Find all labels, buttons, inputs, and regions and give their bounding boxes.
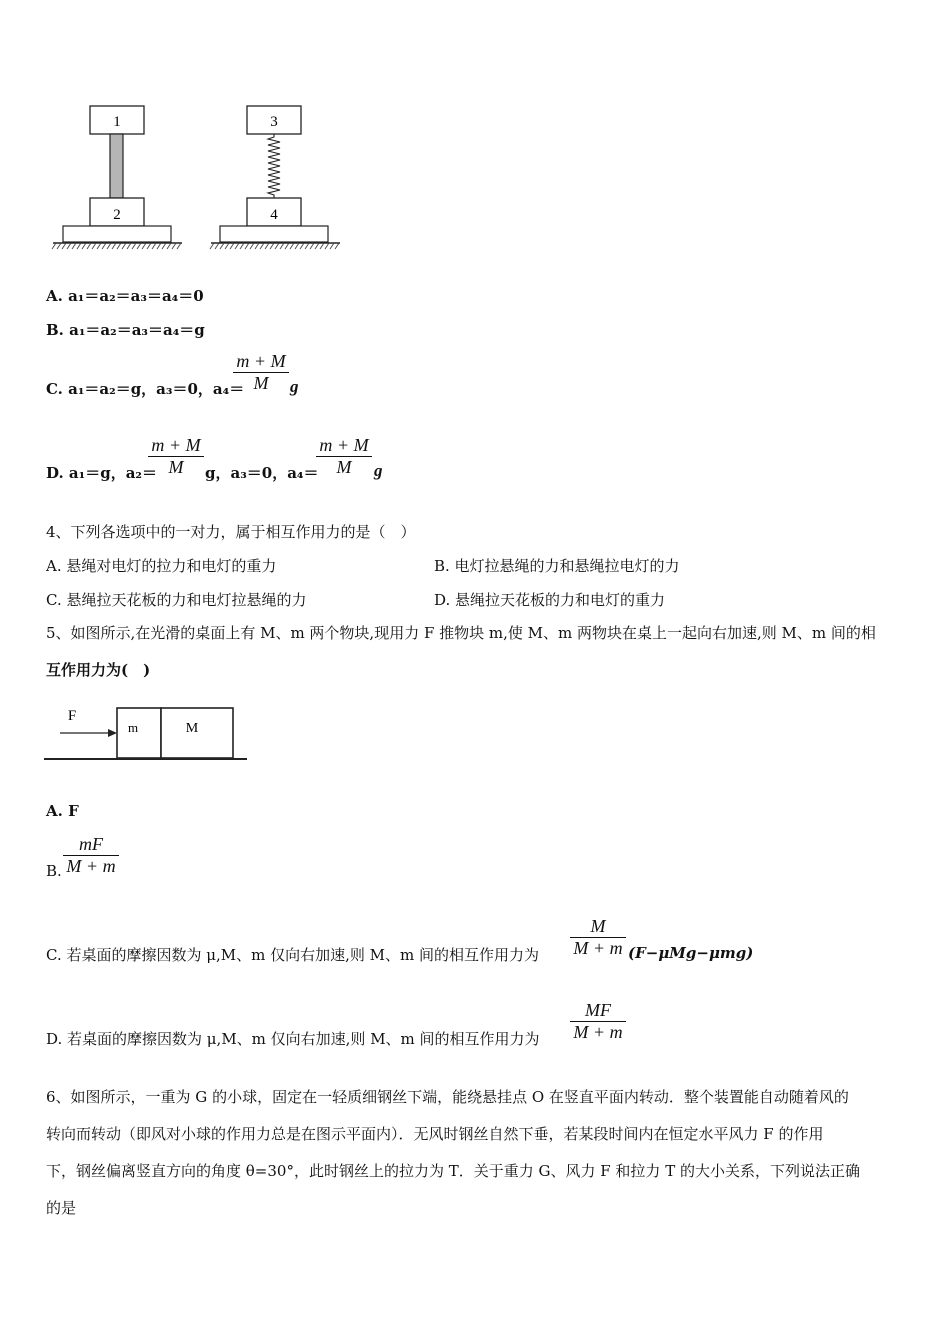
q6-stem-line-1: 6、如图所示，一重为 G 的小球，固定在一轻质细钢丝下端，能绕悬挂点 O 在竖直平面内转动．整个装置能自动随着风的 <box>46 1088 849 1106</box>
q3-option-c-suffix: g <box>290 377 299 396</box>
block-M-label: M <box>185 721 199 736</box>
q3-option-c-fraction <box>233 351 289 394</box>
fraction-denominator: M + m <box>573 1022 623 1042</box>
ground-hatch-right <box>210 243 339 249</box>
q3-option-d-suffix: g <box>374 461 383 480</box>
fraction-numerator: m + M <box>151 435 201 455</box>
fraction-denominator: M <box>253 373 269 393</box>
q4-option-d[interactable]: D. 悬绳拉天花板的力和电灯的重力 <box>434 591 666 609</box>
q6-stem-line-3: 下，钢丝偏离竖直方向的角度 θ=30°，此时钢丝上的拉力为 T．关于重力 G、风力 F 和拉力 T 的大小关系，下列说法正确 <box>46 1162 860 1180</box>
q5-option-c[interactable]: C. 若桌面的摩擦因数为 μ,M、m 仅向右加速,则 M、m 间的相互作用力为 <box>46 946 540 964</box>
fraction-denominator: M + m <box>573 938 623 958</box>
q3-option-a[interactable]: A. a₁＝a₂＝a₃＝a₄＝0 <box>46 287 204 305</box>
spring <box>268 134 280 198</box>
fraction-numerator: m + M <box>236 351 286 371</box>
q6-stem-line-4: 的是 <box>46 1199 77 1217</box>
block-3-label: 3 <box>270 114 278 130</box>
q3-option-c[interactable] <box>46 378 244 399</box>
force-label: F <box>67 708 77 724</box>
q5-option-a[interactable]: A. F <box>46 802 79 820</box>
q3-option-d[interactable] <box>46 462 157 483</box>
block-m <box>117 708 161 758</box>
q5-option-b-label[interactable]: B. <box>46 862 62 880</box>
q5-stem-line-1: 5、如图所示,在光滑的桌面上有 M、m 两个物块,现用力 F 推物块 m,使 M、m 两物块在桌上一起向右加速,则 M、m 间的相 <box>46 624 876 642</box>
fraction-denominator: M <box>168 457 184 477</box>
figure-blocks-rod-spring <box>48 100 348 252</box>
fraction-numerator: M <box>590 916 606 936</box>
fraction-numerator: m + M <box>319 435 369 455</box>
q3-option-d-fraction-1 <box>148 435 204 478</box>
block-m-label: m <box>127 720 139 735</box>
q5-option-c-fraction <box>570 916 626 959</box>
fraction-numerator: mF <box>79 834 103 854</box>
block-2-label: 2 <box>113 207 121 223</box>
figure-push-blocks <box>44 700 250 764</box>
q5-option-b-fraction <box>63 834 119 877</box>
q4-stem: 4、下列各选项中的一对力，属于相互作用力的是（ ） <box>46 523 416 541</box>
fraction-denominator: M + m <box>66 856 116 876</box>
block-1-label: 1 <box>113 114 121 130</box>
q4-option-c[interactable]: C. 悬绳拉天花板的力和电灯拉悬绳的力 <box>46 591 307 609</box>
q3-option-d-prefix: D. a₁＝g，a₂＝ <box>46 464 157 482</box>
base-right <box>220 226 328 242</box>
q3-option-d-fraction-2 <box>316 435 372 478</box>
fraction-denominator: M <box>336 457 352 477</box>
block-4-label: 4 <box>270 207 278 223</box>
q3-option-c-prefix: C. a₁＝a₂＝g，a₃＝0，a₄＝ <box>46 380 245 398</box>
q4-option-a[interactable]: A. 悬绳对电灯的拉力和电灯的重力 <box>46 557 277 575</box>
ground-hatch-left <box>52 243 181 249</box>
rigid-rod <box>110 134 123 198</box>
q5-option-d-fraction <box>570 1000 626 1043</box>
q6-stem-line-2: 转向而转动（即风对小球的作用力总是在图示平面内）．无风时钢丝自然下垂，若某段时间内在恒定水平风力 F 的作用 <box>46 1125 824 1143</box>
q5-stem-line-2: 互作用力为( ) <box>46 661 151 679</box>
base-left <box>63 226 171 242</box>
force-arrowhead <box>108 729 117 737</box>
q4-option-b[interactable]: B. 电灯拉悬绳的力和悬绳拉电灯的力 <box>434 557 680 575</box>
fraction-numerator: MF <box>585 1000 611 1020</box>
q3-option-b[interactable]: B. a₁＝a₂＝a₃＝a₄＝g <box>46 321 205 339</box>
q5-option-d[interactable]: D. 若桌面的摩擦因数为 μ,M、m 仅向右加速,则 M、m 间的相互作用力为 <box>46 1030 540 1048</box>
q3-option-d-mid: g，a₃＝0，a₄＝ <box>205 464 319 482</box>
q5-option-c-suffix: (F−μMg−μmg) <box>628 944 754 962</box>
